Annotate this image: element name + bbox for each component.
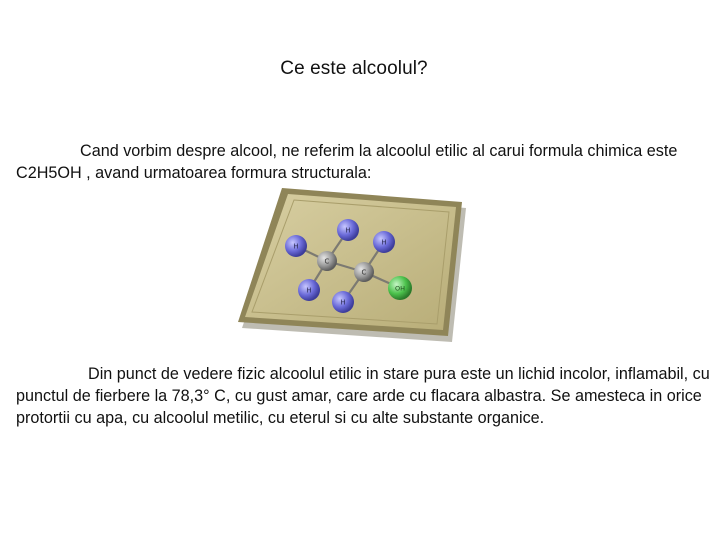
- intro-paragraph: [16, 140, 716, 184]
- svg-text:H: H: [340, 298, 346, 307]
- svg-text:C: C: [324, 257, 330, 266]
- physical-properties-paragraph: [16, 363, 716, 429]
- ethanol-structure-image: [236, 186, 470, 342]
- svg-text:H: H: [345, 226, 351, 235]
- carbon-atom-1: [317, 251, 337, 271]
- svg-text:C: C: [361, 268, 367, 277]
- svg-text:H: H: [381, 238, 387, 247]
- intro-text: Cand vorbim despre alcool, ne referim la alcoolul etilic al carui formula chimica este C2H5OH , avand urmatoarea formura structurala:: [16, 142, 678, 182]
- carbon-atom-2: [354, 262, 374, 282]
- hydrogen-atom-4: [298, 279, 320, 301]
- hydrogen-atom-2: [337, 219, 359, 241]
- physical-properties-text: Din punct de vedere fizic alcoolul etilic in stare pura este un lichid incolor, inflamabil, cu punctul de fierbere la 78,3° C, cu gust amar, care arde cu flacara albastra. Se amesteca in orice protortii cu apa, cu alcoolul metilic, cu eterul si cu alte substante organice.: [16, 365, 710, 427]
- hydrogen-atom-1: [285, 235, 307, 257]
- svg-text:OH: OH: [394, 284, 406, 293]
- svg-text:H: H: [306, 286, 312, 295]
- hydrogen-atom-3: [373, 231, 395, 253]
- slide-title: Ce este alcoolul?: [280, 58, 428, 79]
- svg-text:H: H: [293, 242, 299, 251]
- hydroxyl-group: [388, 276, 412, 300]
- hydrogen-atom-5: [332, 291, 354, 313]
